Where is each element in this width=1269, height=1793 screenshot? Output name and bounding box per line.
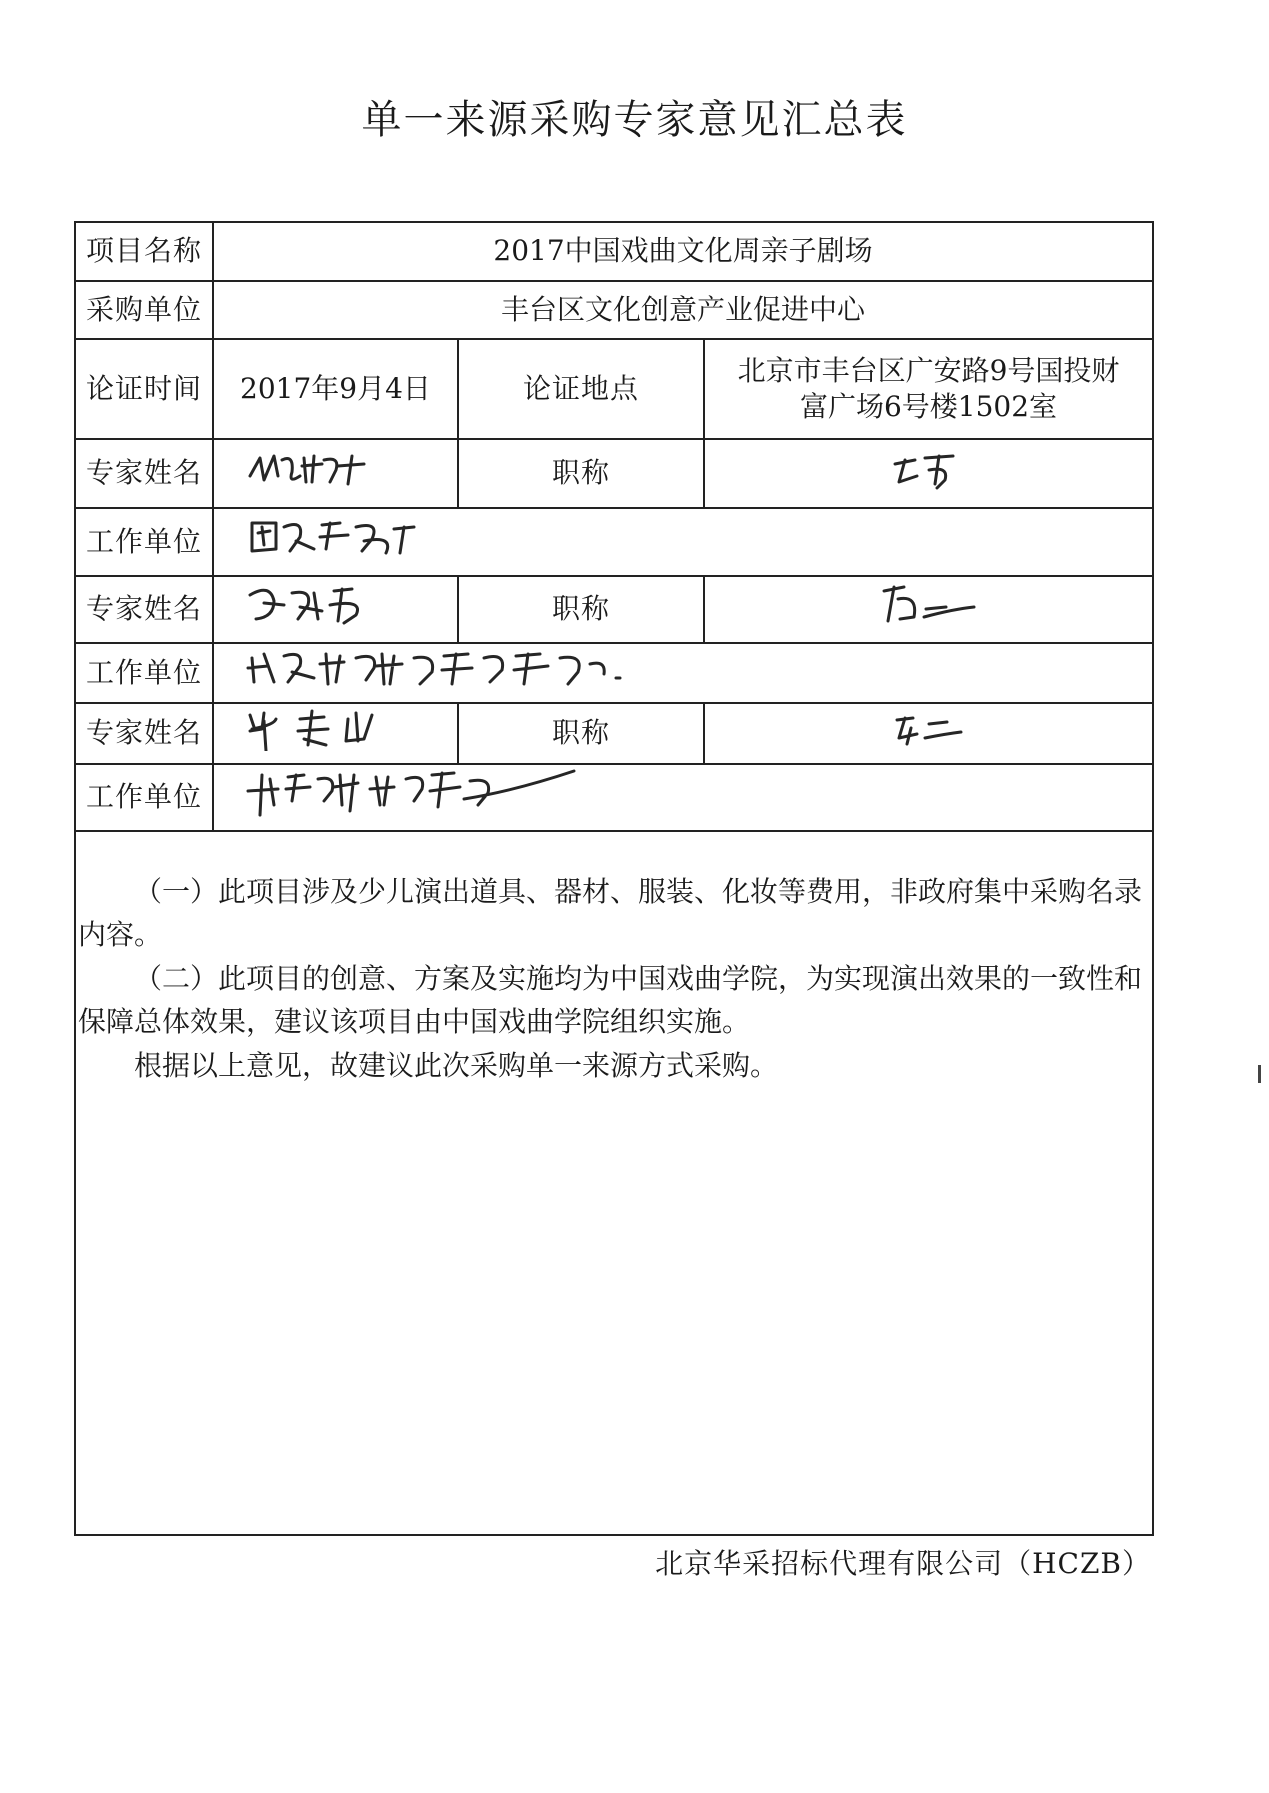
- signature-unit-3-icon: [244, 765, 584, 819]
- expert-3-unit-label: 工作单位: [76, 764, 213, 831]
- project-name-label: 项目名称: [76, 223, 213, 281]
- expert-1-name-signature: [213, 439, 458, 508]
- expert-1-unit-label: 工作单位: [76, 508, 213, 576]
- scan-mark: [1258, 1065, 1261, 1083]
- agency-footer: 北京华采招标代理有限公司（HCZB）: [655, 1547, 1151, 1580]
- expert-3-unit-signature: [213, 764, 1152, 831]
- review-time-value: 2017年9月4日: [213, 339, 458, 439]
- review-place-line-2: 富广场6号楼1502室: [799, 390, 1058, 423]
- expert-3-name-label: 专家姓名: [76, 703, 213, 764]
- expert-2-unit-signature: [213, 643, 1152, 703]
- project-name-value: 2017中国戏曲文化周亲子剧场: [213, 223, 1152, 281]
- opinion-paragraph-3: 根据以上意见，故建议此次采购单一来源方式采购。: [134, 1048, 779, 1082]
- opinion-paragraph-2: （二）此项目的创意、方案及实施均为中国戏曲学院，为实现演出效果的一致性和保障总体效果，建议该项目由中国戏曲学院组织实施。: [78, 961, 1143, 1039]
- signature-1-icon: [244, 446, 374, 490]
- expert-3-title-signature: [704, 703, 1152, 764]
- expert-2-unit-label: 工作单位: [76, 643, 213, 703]
- page-title: 单一来源采购专家意见汇总表: [361, 97, 908, 143]
- expert-opinion-text: [78, 870, 1142, 1087]
- buyer-label: 采购单位: [76, 281, 213, 339]
- review-place-line-1: 北京市丰台区广安路9号国投财: [737, 353, 1120, 387]
- expert-1-title-signature: [704, 439, 1152, 508]
- review-place-label: 论证地点: [458, 339, 704, 439]
- review-place-value: [704, 339, 1152, 439]
- signature-title-2-icon: [874, 581, 984, 627]
- signature-title-1-icon: [889, 446, 969, 490]
- opinion-paragraph-1: （一）此项目涉及少儿演出道具、器材、服装、化妆等费用，非政府集中采购名录内容。: [78, 875, 1143, 952]
- signature-2-icon: [244, 581, 394, 627]
- signature-3-icon: [244, 705, 394, 751]
- expert-1-name-label: 专家姓名: [76, 439, 213, 508]
- expert-2-name-label: 专家姓名: [76, 576, 213, 643]
- expert-2-name-signature: [213, 576, 458, 643]
- expert-3-name-signature: [213, 703, 458, 764]
- signature-unit-1-icon: [244, 513, 424, 559]
- expert-2-title-signature: [704, 576, 1152, 643]
- expert-3-title-label: 职称: [458, 703, 704, 764]
- expert-1-unit-signature: [213, 508, 1152, 576]
- signature-title-3-icon: [889, 708, 969, 748]
- review-time-label: 论证时间: [76, 339, 213, 439]
- expert-2-title-label: 职称: [458, 576, 704, 643]
- signature-unit-2-icon: [244, 644, 664, 690]
- expert-1-title-label: 职称: [458, 439, 704, 508]
- buyer-value: 丰台区文化创意产业促进中心: [213, 281, 1152, 339]
